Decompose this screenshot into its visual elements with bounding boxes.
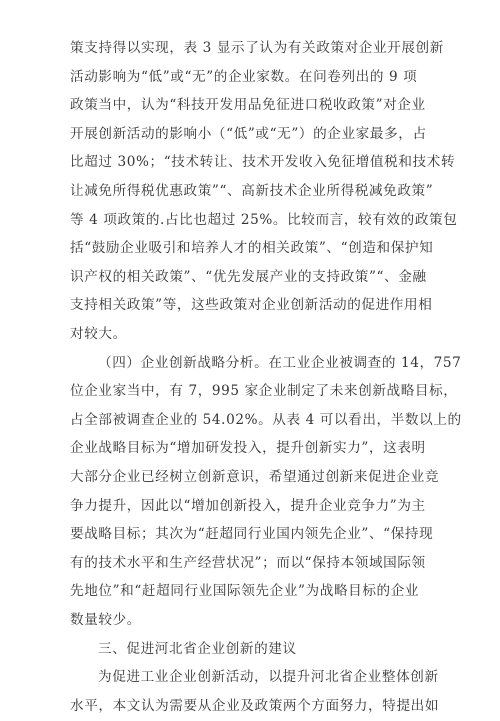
text-line: 让减免所得税优惠政策”“、高新技术企业所得税减免政策” — [70, 183, 434, 199]
text-line: 占全部被调查企业的 54.02%。从表 4 可以看出，半数以上的 — [70, 412, 462, 428]
text-line: 为促进工业企业创新活动，以提升河北省企业整体创新 — [98, 669, 439, 685]
text-line: 政策当中，认为“科技开发用品免征进口税收政策”对企业 — [70, 97, 426, 113]
text-line: 要战略目标；其次为“赶超同行业国内领先企业”、“保持现 — [70, 526, 434, 542]
text-line: 括“鼓励企业吸引和培养人才的相关政策”、“创造和保护知 — [70, 240, 434, 256]
text-line: 企业战略目标为“增加研发投入，提升创新实力”，这表明 — [70, 440, 426, 456]
text-line: 支持相关政策”等，这些政策对企业创新活动的促进作用相 — [70, 297, 433, 313]
text-line: 活动影响为“低”或“无”的企业家数。在问卷列出的 9 项 — [70, 69, 418, 85]
text-line: 识产权的相关政策”、“优先发展产业的支持政策”“、金融 — [70, 269, 427, 285]
text-line: 开展创新活动的影响小（“低”或“无”）的企业家最多，占 — [70, 126, 427, 142]
text-line: 水平，本文认为需要从企业及政策两个方面努力，特提出如 — [70, 698, 440, 714]
text-line: 比超过 30%；“技术转让、技术开发收入免征增值税和技术转 — [70, 154, 456, 170]
text-line: 大部分企业已经树立创新意识，希望通过创新来促进企业竞 — [70, 469, 440, 485]
text-line: 数量较少。 — [70, 612, 141, 628]
text-line: 等 4 项政策的.占比也超过 25%。比较而言，较有效的政策包 — [70, 212, 458, 228]
text-line: 争力提升，因此以“增加创新投入，提升企业竞争力”为主 — [70, 498, 426, 514]
text-line: 先地位”和“赶超同行业国际领先企业”为战略目标的企业 — [70, 583, 420, 599]
text-line: 有的技术水平和生产经营状况”；而以“保持本领域国际领 — [70, 555, 426, 571]
text-line: 位企业家当中，有 7，995 家企业制定了未来创新战略目标， — [70, 383, 458, 399]
text-line: 对较大。 — [70, 326, 127, 342]
text-line: （四）企业创新战略分析。在工业企业被调查的 14，757 — [98, 355, 462, 371]
text-line: 策支持得以实现，表 3 显示了认为有关政策对企业开展创新 — [70, 40, 444, 56]
section-heading: 三、促进河北省企业创新的建议 — [98, 641, 297, 657]
